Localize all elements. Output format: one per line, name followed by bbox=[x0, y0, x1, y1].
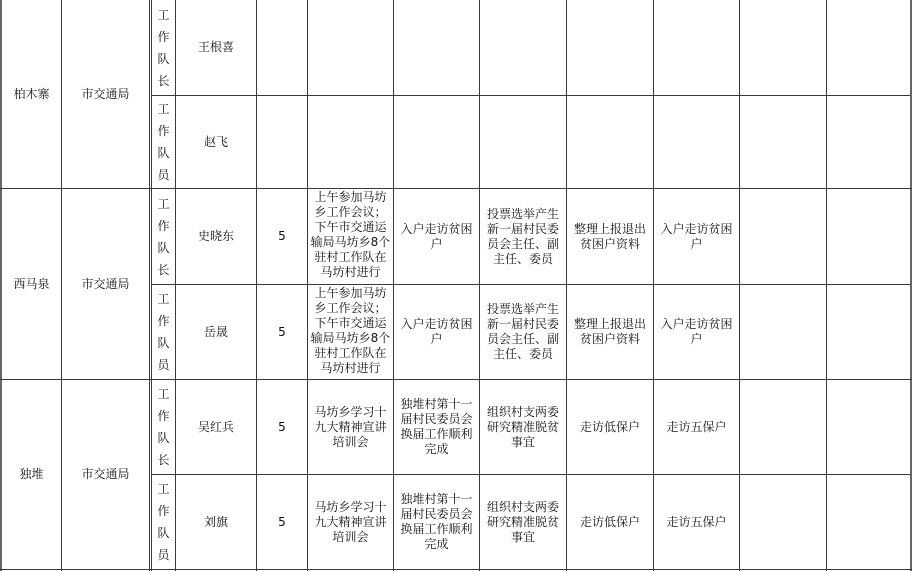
work-item-cell: 独堆村第十一届村民委员会换届工作顺利完成 bbox=[400, 397, 473, 456]
village-cell: 独堆 bbox=[19, 467, 44, 481]
days-cell: 5 bbox=[278, 229, 286, 243]
work-item-cell: 整理上报退出贫困户资料 bbox=[573, 317, 646, 346]
name-cell: 吴红兵 bbox=[197, 419, 234, 434]
grid-line bbox=[0, 569, 912, 570]
work-item-cell: 组织村支两委研究精准脱贫事宜 bbox=[486, 404, 559, 449]
unit-cell: 市交通局 bbox=[81, 467, 130, 481]
name-cell: 刘旗 bbox=[203, 514, 228, 529]
work-item-cell: 走访五保户 bbox=[666, 419, 727, 434]
village-cell: 西马泉 bbox=[13, 276, 50, 291]
work-item-cell: 入户走访贫困户 bbox=[400, 221, 473, 251]
role-cell bbox=[152, 380, 175, 474]
role-cell bbox=[152, 475, 175, 569]
role-text: 工作队长 bbox=[157, 196, 170, 277]
grid-line bbox=[826, 0, 827, 571]
work-item-cell: 独堆村第十一届村民委员会换届工作顺利完成 bbox=[400, 492, 473, 551]
work-item-cell: 投票选举产生新一届村民委员会主任、副主任、委员 bbox=[486, 302, 559, 361]
work-item-cell: 上午参加马坊乡工作会议；下午市交通运输局马坊乡8个驻村工作队在马坊村进行 bbox=[310, 286, 391, 375]
name-cell: 史晓东 bbox=[197, 229, 234, 243]
role-cell bbox=[152, 96, 175, 188]
grid-line bbox=[739, 0, 740, 571]
work-item-cell: 走访低保户 bbox=[579, 514, 640, 529]
role-cell bbox=[152, 189, 175, 284]
work-item-cell: 整理上报退出贫困户资料 bbox=[573, 221, 646, 251]
work-item-cell: 走访五保户 bbox=[666, 514, 727, 529]
work-item-cell: 入户走访贫困户 bbox=[660, 221, 733, 251]
name-cell: 赵飞 bbox=[203, 134, 228, 149]
unit-cell: 市交通局 bbox=[81, 276, 130, 291]
grid-line bbox=[151, 95, 910, 96]
work-item-cell: 马坊乡学习十九大精神宣讲培训会 bbox=[314, 499, 387, 544]
days-cell: 5 bbox=[278, 419, 286, 434]
role-cell bbox=[152, 0, 175, 95]
name-cell: 岳晟 bbox=[203, 324, 228, 339]
work-item-cell: 入户走访贫困户 bbox=[400, 317, 473, 346]
work-item-cell: 马坊乡学习十九大精神宣讲培训会 bbox=[314, 404, 387, 449]
work-item-cell: 走访低保户 bbox=[579, 419, 640, 434]
work-item-cell: 上午参加马坊乡工作会议；下午市交通运输局马坊乡8个驻村工作队在马坊村进行 bbox=[310, 190, 391, 279]
days-cell: 5 bbox=[278, 324, 286, 339]
role-text: 工作队长 bbox=[157, 387, 170, 467]
role-cell bbox=[152, 285, 175, 379]
work-item-cell: 入户走访贫困户 bbox=[660, 317, 733, 346]
days-cell: 5 bbox=[278, 514, 286, 529]
role-text: 工作队员 bbox=[157, 482, 170, 562]
role-text: 工作队员 bbox=[157, 102, 170, 182]
unit-cell: 市交通局 bbox=[81, 86, 130, 101]
role-text: 工作队长 bbox=[157, 7, 170, 88]
work-item-cell: 投票选举产生新一届村民委员会主任、副主任、委员 bbox=[486, 206, 559, 266]
village-cell: 柏木寨 bbox=[13, 86, 50, 101]
name-cell: 王根喜 bbox=[197, 40, 234, 54]
work-item-cell: 组织村支两委研究精准脱贫事宜 bbox=[486, 499, 559, 544]
grid-line bbox=[149, 0, 150, 571]
role-text: 工作队员 bbox=[157, 292, 170, 372]
